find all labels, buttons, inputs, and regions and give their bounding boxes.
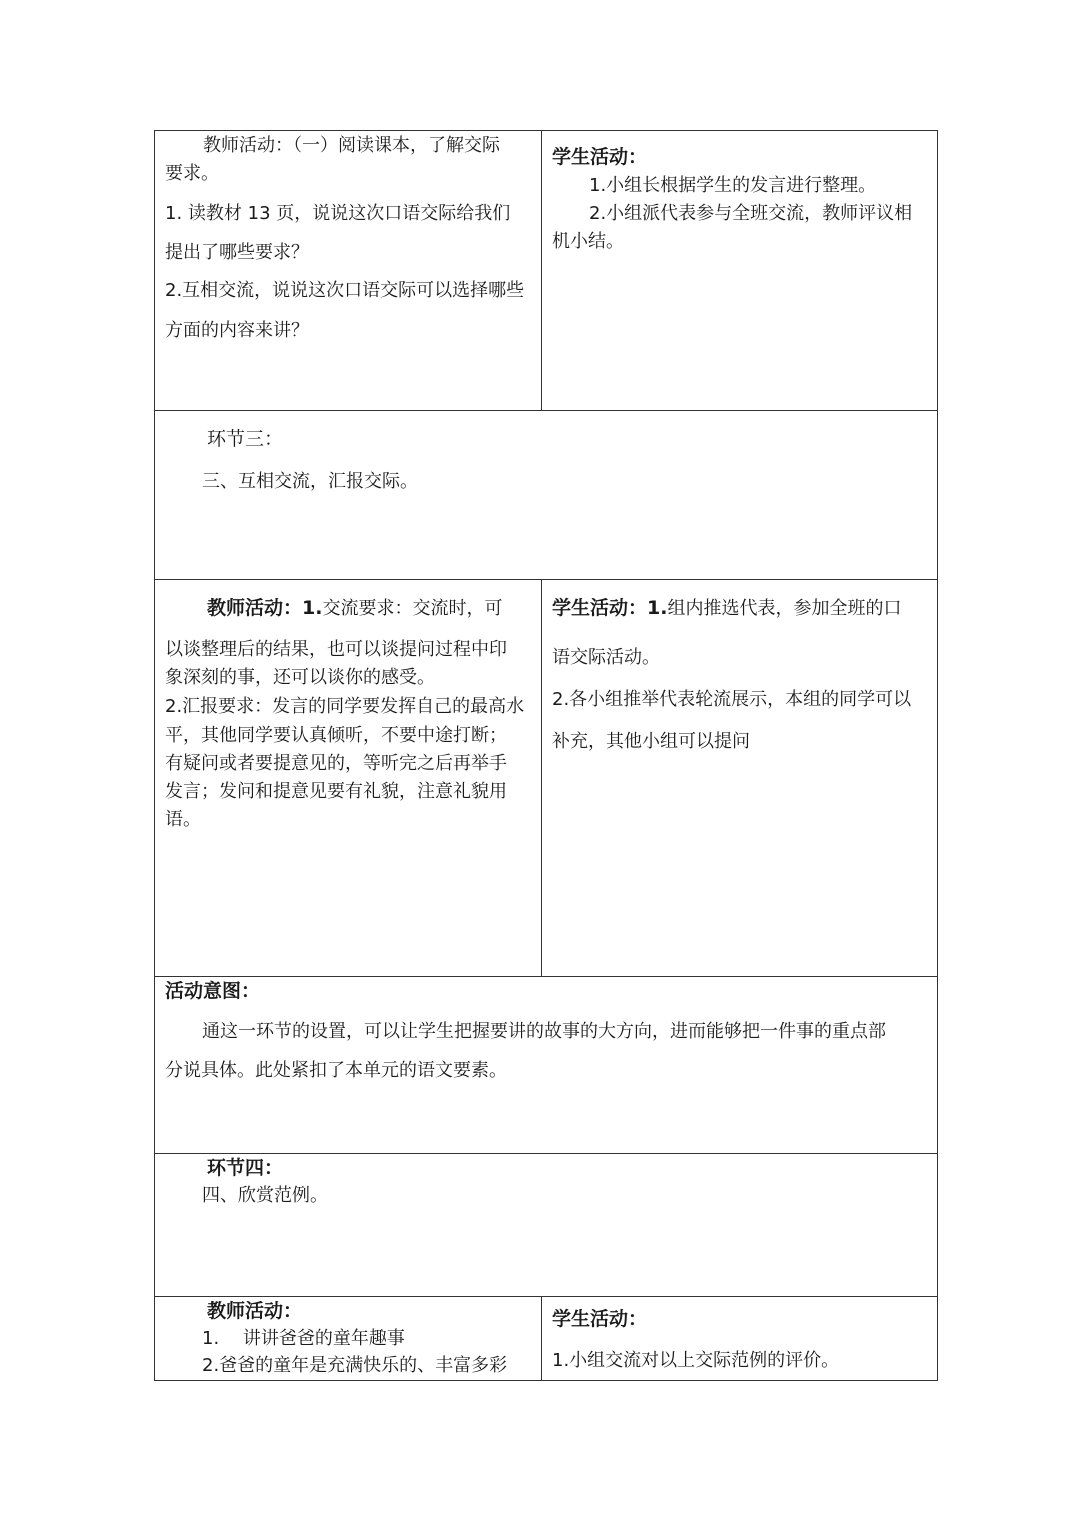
- teacher-activity-cell: [155, 1297, 541, 1380]
- student-line-1: 1.小组长根据学生的发言进行整理。: [589, 175, 877, 196]
- row-section-three: [155, 410, 937, 579]
- student-activity-cell: [542, 580, 937, 976]
- teacher-line-7: 发言；发问和提意见要有礼貌，注意礼貌用: [165, 781, 507, 802]
- student-activity-heading: 学生活动：1.: [552, 597, 668, 619]
- activity-intent-heading: 活动意图：: [165, 980, 261, 1002]
- teacher-line-1: 1. 讲讲爸爸的童年趣事: [202, 1328, 405, 1349]
- section-four-line: 四、欣赏范例。: [202, 1185, 328, 1206]
- student-line-3: 2.各小组推举代表轮流展示，本组的同学可以: [552, 689, 912, 710]
- student-line-4: 补充，其他小组可以提问: [552, 731, 750, 752]
- activity-intent-cell: [155, 977, 937, 1153]
- teacher-line-2: 2.爸爸的童年是充满快乐的、丰富多彩: [202, 1355, 508, 1376]
- teacher-line-3: 1. 读教材 13 页，说说这次口语交际给我们: [165, 203, 511, 224]
- student-activity-heading: 学生活动：: [552, 146, 648, 168]
- teacher-line-2: 要求。: [165, 163, 219, 184]
- teacher-activity-cell: [155, 131, 541, 410]
- section-three-heading: 环节三：: [207, 428, 284, 450]
- student-activity-cell: [542, 131, 937, 410]
- row-reading-requirements: [155, 131, 937, 410]
- student-line-1: 组内推选代表，参加全班的口: [667, 598, 902, 619]
- teacher-line-6: 有疑问或者要提意见的，等听完之后再举手: [165, 753, 507, 774]
- row-section-four: [155, 1153, 937, 1296]
- teacher-line-6: 方面的内容来讲？: [165, 320, 309, 341]
- row-example-appreciation: [155, 1296, 937, 1380]
- activity-intent-line-2: 分说具体。此处紧扣了本单元的语文要素。: [165, 1060, 507, 1081]
- lesson-table: [154, 130, 938, 1381]
- teacher-line-1: 交流要求：交流时，可: [322, 598, 503, 619]
- teacher-line-4: 2.汇报要求：发言的同学要发挥自己的最高水: [165, 696, 525, 717]
- student-line-3: 机小结。: [552, 231, 624, 252]
- student-line-1: 1.小组交流对以上交际范例的评价。: [552, 1350, 840, 1371]
- teacher-activity-heading: 教师活动：1.: [207, 597, 323, 619]
- section-three-line: 三、互相交流，汇报交际。: [202, 471, 418, 492]
- column-divider: [541, 131, 542, 410]
- activity-intent-line-1: 通这一环节的设置，可以让学生把握要讲的故事的大方向，进而能够把一件事的重点部: [202, 1021, 886, 1042]
- row-exchange-report: [155, 579, 937, 976]
- student-activity-cell: [542, 1297, 937, 1380]
- teacher-activity-heading: 教师活动：: [207, 1300, 303, 1322]
- teacher-line-2: 以谈整理后的结果，也可以谈提问过程中印: [165, 639, 507, 660]
- column-divider: [541, 579, 542, 976]
- student-activity-heading: 学生活动：: [552, 1308, 648, 1330]
- teacher-line-8: 语。: [165, 809, 201, 830]
- teacher-line-5: 2.互相交流，说说这次口语交际可以选择哪些: [165, 280, 525, 301]
- teacher-line-4: 提出了哪些要求？: [165, 242, 309, 263]
- row-activity-intent: [155, 976, 937, 1153]
- teacher-activity-cell: [155, 580, 541, 976]
- section-three-cell: [155, 411, 937, 579]
- section-four-heading: 环节四：: [207, 1157, 284, 1179]
- student-line-2: 2.小组派代表参与全班交流，教师评议相: [589, 203, 913, 224]
- teacher-line-5: 平，其他同学要认真倾听，不要中途打断；: [165, 725, 507, 746]
- student-line-2: 语交际活动。: [552, 647, 660, 668]
- teacher-line-1: 教师活动：（一）阅读课本，了解交际: [203, 135, 500, 156]
- column-divider: [541, 1296, 542, 1380]
- section-four-cell: [155, 1154, 937, 1296]
- teacher-line-3: 象深刻的事，还可以谈你的感受。: [165, 667, 435, 688]
